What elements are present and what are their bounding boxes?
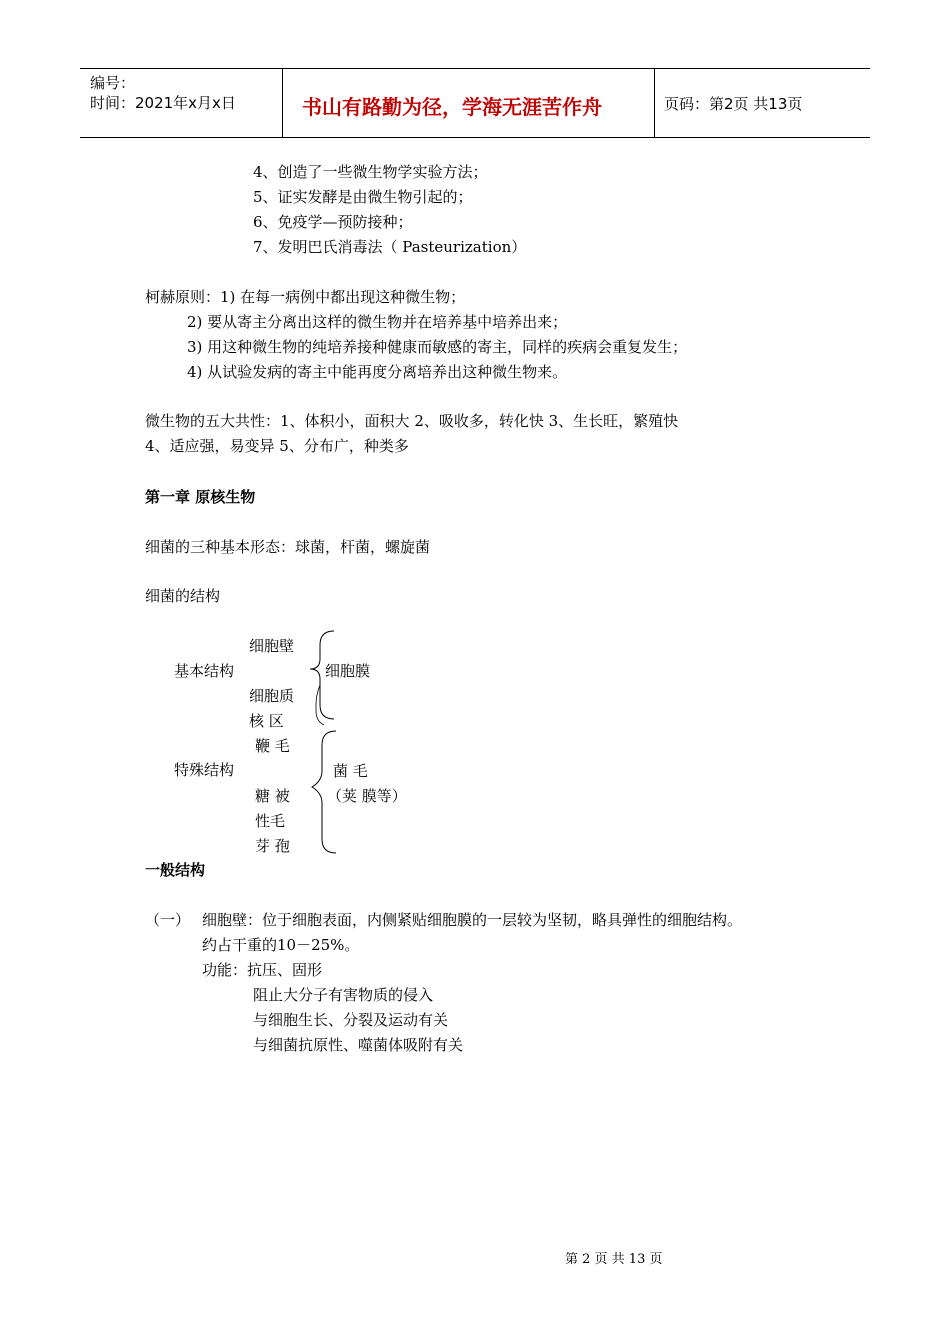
header-motto: 书山有路勤为径，学海无涯苦作舟: [302, 95, 602, 119]
cell-wall-definition: 细胞壁：位于细胞表面，内侧紧贴细胞膜的一层较为坚韧，略具弹性的细胞结构。: [202, 911, 743, 929]
koch-postulate-2: 2) 要从寄主分离出这样的微生物并在培养基中培养出来；: [187, 313, 568, 331]
special-item-spore: 芽 孢: [255, 837, 290, 855]
special-item-flagella: 鞭 毛: [255, 737, 290, 755]
structure-title: 细菌的结构: [145, 587, 221, 605]
bacteria-shapes: 细菌的三种基本形态：球菌，杆菌，螺旋菌: [145, 538, 431, 556]
basic-item-nucleoid: 核 区: [249, 712, 284, 730]
koch-postulate-1: 柯赫原则：1) 在每一病例中都出现这种微生物；: [145, 288, 466, 306]
header-time: 时间：2021年x月x日: [90, 94, 236, 112]
cell-wall-function-3: 与细菌抗原性、噬菌体吸附有关: [253, 1036, 464, 1054]
page-footer: 第 2 页 共 13 页: [565, 1252, 663, 1267]
pasteur-item-5: 5、证实发酵是由微生物引起的；: [253, 188, 473, 206]
special-item-sex-pili: 性毛: [255, 812, 286, 830]
cell-wall-marker: （一）: [145, 911, 191, 929]
header-meta: [90, 73, 236, 141]
pasteur-item-4: 4、创造了一些微生物学实验方法；: [253, 163, 488, 181]
basic-item-cell-wall: 细胞壁: [249, 637, 295, 655]
special-item-pili: 菌 毛: [333, 762, 368, 780]
header-divider-left: [282, 69, 283, 137]
special-brace: [312, 731, 336, 853]
pasteur-item-6: 6、免疫学—预防接种；: [253, 213, 413, 231]
chapter-title: 第一章 原核生物: [145, 488, 256, 506]
basic-structure-label: 基本结构: [174, 662, 235, 680]
basic-item-cell-membrane: 细胞膜: [325, 662, 371, 680]
pasteur-item-7: 7、发明巴氏消毒法（ Pasteurization）: [253, 238, 527, 256]
header-divider-right: [654, 69, 655, 137]
general-structure-title: 一般结构: [145, 861, 206, 879]
common-traits-line-1: 微生物的五大共性：1、体积小，面积大 2、吸收多，转化快 3、生长旺，繁殖快: [145, 412, 679, 430]
cell-wall-function-label: 功能：抗压、固形: [202, 961, 323, 979]
cell-wall-dry-weight: 约占干重的10－25%。: [202, 936, 360, 954]
common-traits-line-2: 4、适应强，易变异 5、分布广，种类多: [145, 437, 409, 455]
header-page-info: 页码：第2页 共13页: [664, 95, 803, 113]
special-item-glycocalyx: 糖 被: [255, 787, 290, 805]
structure-brackets: [290, 625, 350, 860]
header-number: 编号：: [90, 74, 136, 92]
special-item-capsule: （荚 膜等）: [327, 787, 407, 805]
basic-item-cytoplasm: 细胞质: [249, 687, 295, 705]
page-header: [80, 68, 870, 138]
special-structure-label: 特殊结构: [174, 761, 235, 779]
basic-upper-brace: [310, 631, 334, 719]
koch-postulate-3: 3) 用这种微生物的纯培养接种健康而敏感的寄主，同样的疾病会重复发生；: [187, 338, 688, 356]
cell-wall-function-2: 与细胞生长、分裂及运动有关: [253, 1011, 449, 1029]
koch-postulate-4: 4) 从试验发病的寄主中能再度分离培养出这种微生物来。: [187, 363, 568, 381]
cell-wall-function-1: 阻止大分子有害物质的侵入: [253, 986, 434, 1004]
